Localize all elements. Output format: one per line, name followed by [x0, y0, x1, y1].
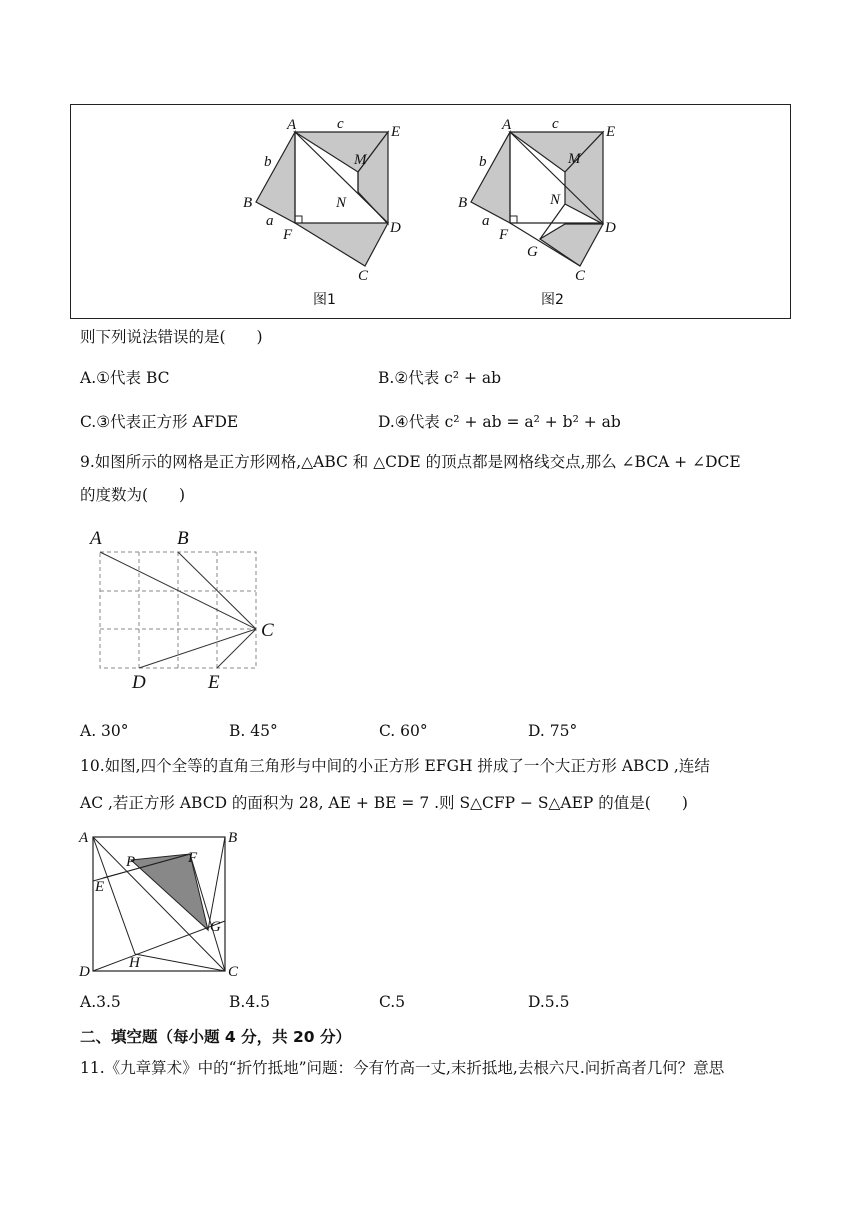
q10-square-figure — [76, 826, 256, 986]
figure-1 — [243, 116, 401, 308]
label-B: B — [177, 528, 189, 549]
q11-line1: 11.《九章算术》中的“折竹抵地”问题：今有竹高一丈,末折抵地,去根六尺.问折高者几何？意思 — [80, 1059, 725, 1077]
q10-option-c: C.5 — [379, 993, 406, 1011]
label-E: E — [391, 124, 401, 140]
label-E: E — [95, 879, 105, 895]
label-D: D — [605, 220, 616, 236]
q9-option-b: B. 45° — [229, 722, 278, 740]
section-title: 二、填空题（每小题 4 分，共 20 分） — [80, 1028, 351, 1046]
label-a: a — [266, 213, 274, 229]
q10-line2: AC ,若正方形 ABCD 的面积为 28, AE + BE = 7 .则 S△CFP − S△AEP 的值是( ) — [80, 794, 688, 812]
q9-option-c: C. 60° — [379, 722, 428, 740]
label-c: c — [337, 116, 344, 132]
q10-line1: 10.如图,四个全等的直角三角形与中间的小正方形 EFGH 拼成了一个大正方形 ABCD ,连结 — [80, 757, 710, 775]
label-B: B — [243, 195, 253, 211]
figure-2 — [458, 116, 616, 308]
q8-option-a: A.①代表 BC — [80, 369, 170, 387]
label-B: B — [458, 195, 468, 211]
label-E: E — [606, 124, 616, 140]
label-F: F — [499, 227, 509, 243]
label-G: G — [527, 244, 538, 260]
label-c: c — [552, 116, 559, 132]
label-D: D — [79, 964, 90, 980]
label-N: N — [336, 195, 347, 211]
q9-line1: 9.如图所示的网格是正方形网格,△ABC 和 △CDE 的顶点都是网格线交点,那么 ∠BCA + ∠DCE — [80, 453, 741, 471]
q9-line2: 的度数为( ) — [80, 486, 186, 504]
label-C: C — [228, 964, 239, 980]
label-A: A — [90, 528, 102, 549]
label-F: F — [283, 227, 293, 243]
label-C: C — [358, 268, 369, 284]
q9-option-d: D. 75° — [528, 722, 578, 740]
q8-option-c: C.③代表正方形 AFDE — [80, 413, 239, 431]
label-M: M — [354, 152, 367, 168]
label-P: P — [126, 854, 136, 870]
label-B: B — [228, 830, 238, 846]
q8-option-b: B.②代表 c² + ab — [378, 369, 502, 387]
label-M: M — [568, 151, 581, 167]
label-E: E — [208, 672, 220, 693]
label-C: C — [261, 620, 274, 641]
q9-grid-figure — [80, 522, 300, 697]
label-A: A — [287, 117, 297, 133]
q8-option-d: D.④代表 c² + ab = a² + b² + ab — [378, 413, 621, 431]
fig2-caption: 图2 — [541, 292, 564, 308]
label-N: N — [550, 192, 561, 208]
label-b: b — [479, 154, 487, 170]
label-F: F — [188, 850, 198, 866]
label-G: G — [210, 919, 221, 935]
label-D: D — [132, 672, 146, 693]
fig1-caption: 图1 — [313, 292, 336, 308]
label-H: H — [129, 955, 140, 971]
label-A: A — [502, 117, 512, 133]
q10-option-b: B.4.5 — [229, 993, 270, 1011]
q9-option-a: A. 30° — [80, 722, 129, 740]
label-C: C — [575, 268, 586, 284]
q8-stem: 则下列说法错误的是( ) — [80, 328, 263, 346]
q8-figures — [70, 104, 791, 319]
label-a: a — [482, 213, 490, 229]
label-A: A — [79, 830, 89, 846]
q10-option-a: A.3.5 — [80, 993, 121, 1011]
q10-option-d: D.5.5 — [528, 993, 570, 1011]
label-b: b — [264, 154, 272, 170]
label-D: D — [390, 220, 401, 236]
